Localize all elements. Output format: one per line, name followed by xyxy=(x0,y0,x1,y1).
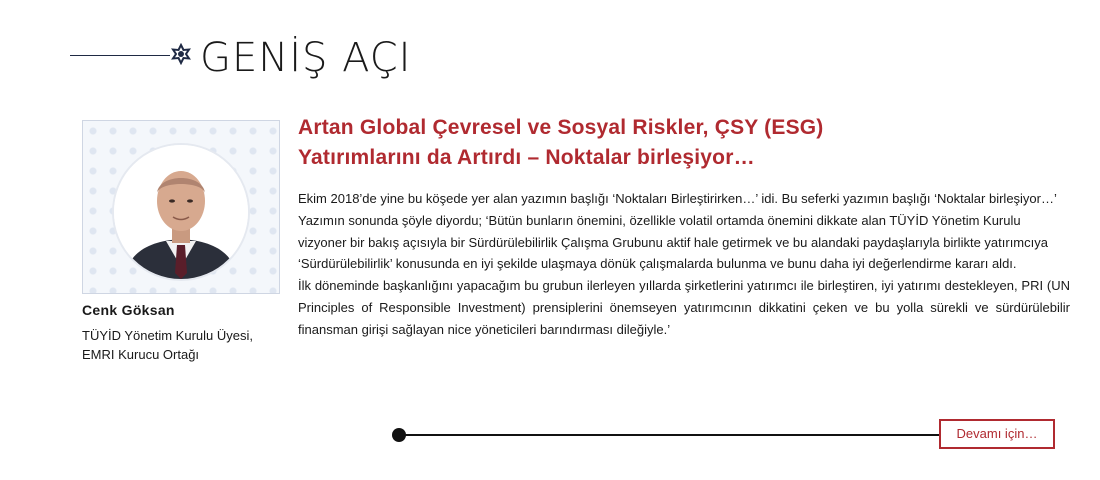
portrait-image xyxy=(114,145,248,279)
article-title-line: Artan Global Çevresel ve Sosyal Riskler, ÇSY (ESG) xyxy=(298,116,824,139)
author-name: Cenk Göksan xyxy=(82,302,175,318)
article-paragraph: Yazımın sonunda şöyle diyordu; ‘Bütün bunların önemini, özellikle volatil ortamda önemini dikkate alan TÜYİD Yönetim Kurulu vizyoner bir bakış açısıyla bir Sürdürülebilirlik Çalışma Grubunu aktif hale getirmek ve bu alandaki paydaşlarıyla birlikte yatırımcıya ‘Sürdürülebilirlik’ konusunda en iyi şekilde ulaşmaya dönük çalışmalarda bulunma ve bunu daha iyi değerlendirme kararı aldı. xyxy=(298,212,1048,272)
section-title: GENİŞ AÇI xyxy=(200,35,412,81)
article-paragraph: İlk döneminde başkanlığını yapacağım bu grubun ilerleyen yıllarda şirketlerini yatırımcı ile birleştiren, iyi yatırımı destekleyen, PRI (UN Principles of Responsible Investment) prensiplerini önemseyen yatırımcının dikkatini çeken ve bu yolla sürekli ve sürdürülebilir finansman girişi sağlayan nice yöneticileri barındırması dileğiyle.’ xyxy=(298,278,1070,337)
article-paragraph: Ekim 2018’de yine bu köşede yer alan yazımın başlığı ‘Noktaları Birleştirirken…’ idi. Bu seferki yazımın başlığı ‘Noktalar birleşiyor…’ xyxy=(298,191,1057,206)
author-photo-frame xyxy=(82,120,280,294)
author-photo xyxy=(112,143,250,281)
author-role-line: EMRI Kurucu Ortağı xyxy=(82,347,200,362)
author-role-line: TÜYİD Yönetim Kurulu Üyesi, xyxy=(82,328,253,343)
timeline-line xyxy=(405,434,940,436)
star-icon xyxy=(170,43,192,65)
article-title xyxy=(298,113,1058,173)
author-role xyxy=(82,326,292,364)
timeline-dot xyxy=(392,428,406,442)
article-title-line: Yatırımlarını da Artırdı – Noktalar birleşiyor… xyxy=(298,146,755,169)
read-more-button[interactable]: Devamı için… xyxy=(939,419,1055,449)
article-body xyxy=(298,188,1070,341)
header-rule xyxy=(70,55,170,56)
